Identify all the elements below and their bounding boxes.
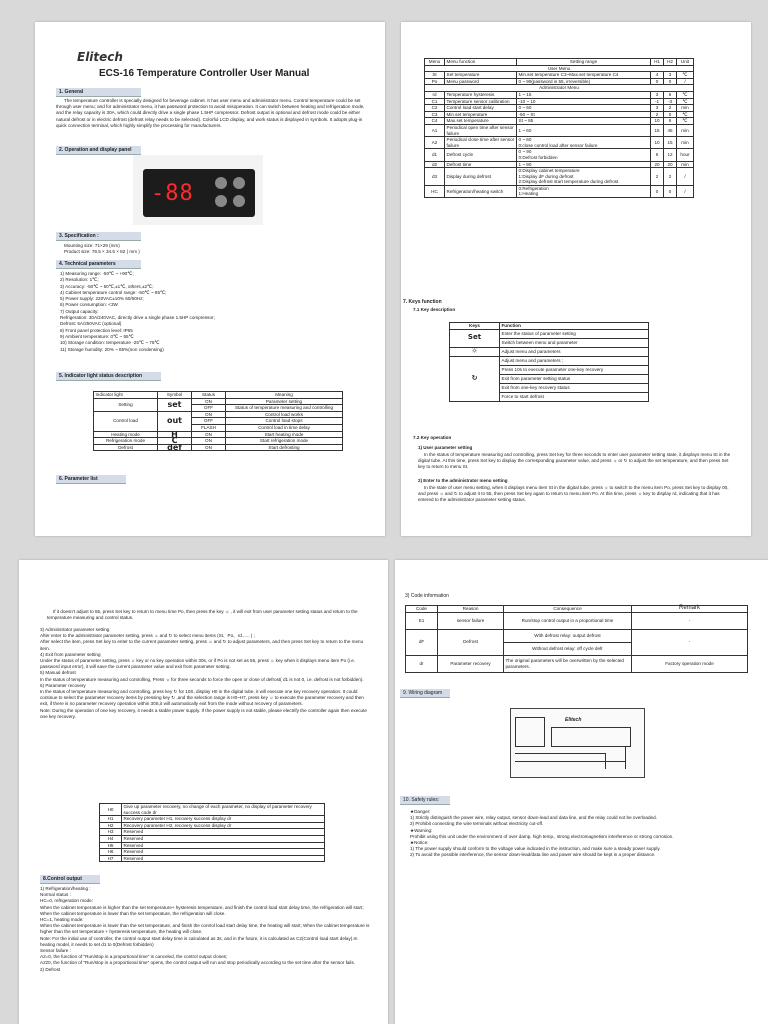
code-consequence: Without defrost relay: off cycle defr	[504, 642, 632, 655]
param-function: Set temperature	[445, 72, 517, 79]
param-range: 0 ~ 60	[517, 105, 651, 112]
key-table	[449, 322, 649, 402]
recovery-code: H6	[100, 849, 122, 856]
control-output-heading: 8.Control output	[40, 875, 100, 884]
indicator-name: Setting	[94, 398, 158, 411]
recovery-description: Recovery parameter H2, recovery success display dr	[122, 822, 325, 829]
param-unit: ℃	[677, 72, 694, 79]
param-range: 0 ~ 90 0:Defrost forbidden	[517, 149, 651, 161]
indicator-symbol: H	[158, 431, 192, 438]
param-h1: 6	[651, 149, 664, 161]
controller-outline	[551, 727, 631, 747]
indicator-status: ON	[192, 398, 226, 405]
code-remark: -	[632, 612, 748, 629]
param-h2: 45	[664, 124, 677, 136]
indicator-name: Control load	[94, 411, 158, 431]
indicator-status: FLASH	[192, 424, 226, 431]
param-h1: 15	[651, 124, 664, 136]
param-h2: 0	[664, 111, 677, 118]
param-range: St ~ 85	[517, 118, 651, 125]
param-h1: 10	[651, 118, 664, 125]
param-range: -10 ~ 10	[517, 98, 651, 105]
up-key-icon	[233, 177, 245, 189]
param-code: C2	[425, 105, 445, 112]
code-remark: Factory operation mode	[632, 655, 748, 672]
key-function-text: Adjust menu and parameters	[500, 347, 649, 356]
section-tech-heading: 4. Technical parameters	[56, 260, 141, 269]
param-code: A2	[425, 137, 445, 149]
param-unit: min	[677, 105, 694, 112]
user-setting-heading: 1) User parameter setting	[418, 445, 473, 450]
col-keys: Keys	[450, 323, 500, 330]
key-operation-text: 3) Administrator parameter setting After enter to the administrator parameter setting, press ☼ and ↻ to select menu items (St、Po、rd...... ) ; After select the item, press Set key to enter to the current parameter setting, press ☼ and ↻ to adjust parameters, and then press Set key to return to the menu item. 4) Exit from parameter setting Under the status of parameter setting, press ☼ key or no key operation within 30s, or if Po is not set as 55, press ☼ key when it displays menu item Po (i.e. password input error), it will save the current parameter value and exit from parameter setting. 5) Manual defrost In the status of temperature measuring and controlling, Press ☼ for three seconds to force the open or close of defrost( d1 is not 0, i.e. defrost is not forbidden). 6) Parameter recovery In the status of temperature measuring and controlling, press key ↻ for 10S, display H0 in the digital tube, it will execute one key recovery operation. It could continue to select the parameter recovery items by pressing key ↻ ,and the selection range is H0~H7, press key ☼ to execute the parameter recovery and then exit, if there is no parameter recovery operation within 30S,it will automatically exit from the mode without recovery of parameters. Note: During the operation of one key recovery, it needs a stable power supply. If the power supply is not stable, please electrify the controller again then execute one key recovery.	[40, 627, 367, 719]
param-unit: min	[677, 137, 694, 149]
param-code: HC	[425, 185, 445, 197]
indicator-status: ON	[192, 431, 226, 438]
param-function: Control load start delay	[445, 105, 517, 112]
indicator-meaning: Start heating mode	[226, 431, 343, 438]
parameter-row	[425, 161, 694, 168]
param-unit: hour	[677, 149, 694, 161]
user-menu-rows	[425, 72, 694, 85]
key-function-text: Exit from parameter setting status	[500, 374, 649, 383]
key-function-text: Adjust menu and parameters ;	[500, 356, 649, 365]
controller-front	[143, 169, 255, 217]
set-key-icon	[215, 177, 227, 189]
down-key-icon: ↻	[450, 356, 500, 401]
recovery-row	[100, 822, 325, 829]
parameter-row	[425, 149, 694, 161]
param-h2: 3	[664, 72, 677, 79]
indicator-meaning: Start refrigeration mode	[226, 438, 343, 445]
code-value: dr	[406, 655, 438, 672]
code-consequence: Run/stop control output in a proportional time	[504, 612, 632, 629]
page-title: ECS-16 Temperature Controller User Manual	[99, 68, 310, 79]
param-function: Periodical close time after sensor failure	[445, 137, 517, 149]
col-status: Status	[192, 392, 226, 399]
recovery-description: Recovery parameter H1, recovery success display dr	[122, 816, 325, 823]
parameter-row	[425, 105, 694, 112]
param-h1: 2	[651, 111, 664, 118]
indicator-meaning: Status of temperature measuring and controlling	[226, 405, 343, 412]
param-h1: 2	[651, 168, 664, 186]
col-h2: H2	[664, 59, 677, 66]
parameter-row	[425, 91, 694, 98]
tech-parameters-list: 1) Measuring range: -50℃ ~ +90℃; 2) Resolution: 1℃; 3) Accuracy: -50℃ ~ 50℃,±1℃, others,±2℃; 4) Cabinet temperature control range: -50℃ ~ 85℃; 5) Power supply: 220VAC±10% 50/60Hz; 6) Power consumption: <3W 7) Output capacity: Refrigeration: 30A/240VAC, directly drive a single phase 1.5HP compressor; Defrost: 5A/250VAC (optional) 8) Front panel protection level: IP65 9) Ambient temperature: 0℃ ~ 55℃ 10) Storage condition: temperature -25℃ ~ 75℃ 11) Storage humidity: 20% ~ 85%(non condensing)	[60, 271, 215, 352]
col-function: Menu function	[445, 59, 517, 66]
param-h1: 3	[651, 105, 664, 112]
manual-page-2	[401, 22, 751, 536]
recovery-code: H1	[100, 816, 122, 823]
user-menu-divider: User Menu	[425, 65, 694, 72]
section-general-heading: 1. General	[56, 88, 141, 97]
control-output-text: 1) Refrigeration/heating : Normal status : HC=0, refrigeration mode: When the cabinet temperature is higher than the set temperature+ hysteresis temperature, and finish the control load start delay time, the refrigeration will start; When the cabinet temperature is lower than the set temperature, the refrigeration will close. HC=1, heating mode: When the cabinet temperature is lower than the set temperature, and finish the control load start delay time, the heating will start; When the cabinet temperature is higher than the set temperature + hysteresis temperature, the heating will close. Note: For the initial use of controller, the control output start delay time is calculated as 3s, and in the future, it is calculated as C2(Control load start delay).In heating model, it needs to set d1 to 0(Defrost forbidden) Sensor failure : A2=0, the function of "Run/stop in a proportional time" is canceled, the control output closes; A2≠0, the function of "Run/stop in a proportional time" opens, the control output will run and stop periodically according to the set time after the sensor fails. 2) Defrost	[40, 886, 370, 972]
recovery-code: H5	[100, 842, 122, 849]
param-function: Refrigeration/heating switch	[445, 185, 517, 197]
col-key-function: Function	[500, 323, 649, 330]
recovery-code: H3	[100, 829, 122, 836]
col-meaning: Meaning	[226, 392, 343, 399]
defrost-key-icon	[233, 195, 245, 207]
code-value: E1	[406, 612, 438, 629]
recovery-row	[100, 849, 325, 856]
parameter-table	[424, 58, 694, 198]
param-unit: /	[677, 168, 694, 186]
admin-menu-divider: Administrator Menu	[425, 85, 694, 92]
indicator-meaning: Control load works	[226, 411, 343, 418]
code-consequence: With defrost relay: output defrost	[504, 629, 632, 642]
recovery-row	[100, 804, 325, 816]
col-menu: Menu	[425, 59, 445, 66]
recovery-row	[100, 816, 325, 823]
param-h1: -1	[651, 98, 664, 105]
indicator-meaning: Start defrosting	[226, 444, 343, 451]
param-h2: 2	[664, 168, 677, 186]
recovery-description: Reserved	[122, 849, 325, 856]
wiring-logo: Elitech	[565, 717, 582, 723]
parameter-row	[425, 137, 694, 149]
indicator-status: OFF	[192, 418, 226, 425]
code-remark: -	[632, 629, 748, 655]
wire-line	[515, 761, 625, 762]
terminal-block	[515, 717, 545, 747]
set-key: Set	[450, 329, 500, 347]
code-reason: Defrost	[438, 629, 504, 655]
indicator-name: Heating mode	[94, 431, 158, 438]
param-function: Periodical open time after sensor failure	[445, 124, 517, 136]
param-range: 1 ~ 90	[517, 161, 651, 168]
param-h1: 10	[651, 137, 664, 149]
section-spec-heading: 3. Specification :	[56, 232, 141, 241]
param-h2: 0	[664, 78, 677, 85]
parameter-row	[425, 185, 694, 197]
param-h2: 2	[664, 105, 677, 112]
param-function: Min.set temperature	[445, 111, 517, 118]
param-function: Temperature sensor calibration	[445, 98, 517, 105]
param-h2: 0	[664, 185, 677, 197]
indicator-meaning: Control load stops	[226, 418, 343, 425]
intro-text: If it doesn't adjust to 55, press Set key to return to menu time Po, then press the key ☼ , it will exit from user parameter setting status and return to the temperature measuring and control status.	[47, 609, 358, 621]
key-operation-heading: 7.2 Key operation	[413, 435, 452, 440]
wiring-diagram-figure	[510, 708, 645, 778]
param-code: C4	[425, 118, 445, 125]
manual-page-3	[19, 560, 388, 1024]
indicator-symbol: def	[158, 444, 192, 451]
param-h1: 20	[651, 161, 664, 168]
recovery-row	[100, 835, 325, 842]
col-consequence: Consequence	[504, 606, 632, 613]
recovery-code: H7	[100, 855, 122, 862]
safety-rules-text: ★Danger: 1) Strictly distinguish the power wire, relay output, sensor down-lead and data line, and the relay could not be overloaded. 2) Prohibit connecting the wire terminals without electricity cut-off. ★Warning: Prohibit using this unit under the environment of over damp, high temp., strong electromagnetism interference or strong corrosion. ★Notice: 1) The power supply should conform to the voltage value indicated in the instruction, and make sure a steady power supply. 2) To avoid the possible interference, the sensor down-lead/data line and power wire should be kept in a proper distance.	[410, 809, 674, 858]
recovery-table	[99, 803, 325, 862]
col-reason: Reason	[438, 606, 504, 613]
param-unit: ℃	[677, 111, 694, 118]
spec-text: Mounting size: 71×29 (mm) Product size: 78.5 × 34.5 × 82 ( mm )	[64, 243, 140, 255]
led-display: -88	[151, 181, 194, 206]
col-unit: Unit	[677, 59, 694, 66]
param-h2: 20	[664, 161, 677, 168]
param-range: Min.set temperature C3~Max.set temperature C4	[517, 72, 651, 79]
key-row	[450, 356, 649, 365]
param-range: 0:Display cabinet temperature 1:Display dF during defrost 2:Display defrost start temperature during defrost	[517, 168, 651, 186]
param-h2: 12	[664, 149, 677, 161]
indicator-meaning: Control load in time delay	[226, 424, 343, 431]
recovery-code: H0	[100, 804, 122, 816]
col-symbol: Symbol	[158, 392, 192, 399]
recovery-description: Reserved	[122, 842, 325, 849]
indicator-status: ON	[192, 444, 226, 451]
parameter-row	[425, 72, 694, 79]
admin-menu-rows	[425, 91, 694, 197]
key-rows	[450, 329, 649, 401]
param-h1: 0	[651, 78, 664, 85]
param-code: C1	[425, 98, 445, 105]
recovery-description: Reserved	[122, 855, 325, 862]
param-h2: 15	[664, 137, 677, 149]
recovery-code: H2	[100, 822, 122, 829]
indicator-name: Refrigeration mode	[94, 438, 158, 445]
display-panel-figure	[133, 155, 263, 225]
param-code: Po	[425, 78, 445, 85]
param-function: Temperature hysteresis	[445, 91, 517, 98]
section-indicator-heading: 5. Indicator light status description	[56, 372, 161, 381]
param-unit: min	[677, 161, 694, 168]
key-function-text: Force to start defrost	[500, 392, 649, 401]
indicator-status: ON	[192, 411, 226, 418]
section-panel-heading: 2. Operation and display panel	[56, 146, 141, 155]
param-range: 0 ~ 60 0:close control load after sensor failure	[517, 137, 651, 149]
indicator-symbol: C	[158, 438, 192, 445]
param-range: 0:Refrigeration 1:Heating	[517, 185, 651, 197]
key-function-text: Press 10s to execute parameter one-key recovery	[500, 365, 649, 374]
manual-page-4	[395, 560, 768, 1024]
parameter-row	[425, 168, 694, 186]
param-h1: 0	[651, 185, 664, 197]
recovery-code: H4	[100, 835, 122, 842]
admin-entry-text: In the state of user menu setting, when it displays menu item St in the digital tube, press ☼ to switch to the menu item Po, press Set key to display 00, and press ☼ and ↻ to adjust it to 55, then press Set key again to return to menu item Po. At this time, press ☼ key to display rd, indicating that it has entered to the administrator parameter setting status.	[418, 485, 729, 503]
recovery-description: Reserved	[122, 829, 325, 836]
recovery-description: Give up parameter recovery, no change of each parameter, no display of parameter recovery success code dr	[122, 804, 325, 816]
param-h2: 6	[664, 118, 677, 125]
down-key-icon	[215, 195, 227, 207]
param-range: 1 ~ 15	[517, 91, 651, 98]
param-range: 1 ~ 60	[517, 124, 651, 136]
param-function: Defrost time	[445, 161, 517, 168]
wire-line	[515, 753, 605, 754]
recovery-row	[100, 855, 325, 862]
param-h1: 4	[651, 72, 664, 79]
param-code: rd	[425, 91, 445, 98]
param-unit: ℃	[677, 98, 694, 105]
code-table	[405, 605, 748, 673]
param-h2: 6	[664, 91, 677, 98]
param-function: Menu password	[445, 78, 517, 85]
param-function: Display during defrost	[445, 168, 517, 186]
param-range: -50 ~ St	[517, 111, 651, 118]
recovery-row	[100, 842, 325, 849]
code-reason: sensor failure	[438, 612, 504, 629]
param-function: Max.set temperature	[445, 118, 517, 125]
col-indicator: Indicator light	[94, 392, 158, 399]
elitech-logo: Elitech	[77, 50, 123, 64]
key-function-text: Switch between menu and parameter	[500, 338, 649, 347]
parameter-row	[425, 118, 694, 125]
param-unit: ℃	[677, 118, 694, 125]
indicator-status: ON	[192, 438, 226, 445]
admin-entry-heading: 2) Enter to the administrator menu setting	[418, 478, 508, 483]
up-key-icon: ☼	[450, 347, 500, 356]
indicator-symbol: out	[158, 411, 192, 431]
indicator-meaning: Parameter setting	[226, 398, 343, 405]
wire-line	[625, 747, 626, 769]
param-unit: /	[677, 78, 694, 85]
manual-page-1	[35, 22, 385, 536]
key-row	[450, 329, 649, 338]
key-description-heading: 7.1 Key description	[413, 307, 456, 312]
indicator-status: OFF	[192, 405, 226, 412]
code-reason: Parameter recovery	[438, 655, 504, 672]
user-setting-text: In the status of temperature measuring and controlling, press Set key for three seconds to enter user parameter setting state, it displays menu St in the digital tube. At this time, press Set key to display the corresponding parameter value, and press ☼ or ↻ to adjust the set temperature, and then press Set key to return to menu St.	[418, 452, 731, 470]
safety-rules-heading: 10. Safety rules:	[400, 796, 450, 805]
recovery-rows	[100, 804, 325, 862]
col-code: Code	[406, 606, 438, 613]
col-h1: H1	[651, 59, 664, 66]
param-code: St	[425, 72, 445, 79]
general-paragraph: The temperature controller is specially designed for beverage cabinet. It has user menu and administrator menu. Control temperature could be set through user menu; and for administrator menu, it has password protection to avoid misoperation. It can switch between heating and refrigeration mode, and the relay capacity is 30A, which could directly drive a single phase 1.5HP compressor. Defrost output is optional and defrost mode could be either natural defrost or in electric defrost (defrost relay needs to be selected). Colorful LCD display, and work status is displayed in symbols. It adopts plug-in quick connection terminal, which highly simplify the processing for manufacturers.	[56, 98, 365, 128]
key-function-text: Enter the status of parameter setting	[500, 329, 649, 338]
param-code: d3	[425, 168, 445, 186]
code-consequence: The original parameters will be overwritten by the selected parameters.	[504, 655, 632, 672]
parameter-row	[425, 78, 694, 85]
param-unit: /	[677, 185, 694, 197]
param-unit: ℃	[677, 91, 694, 98]
keys-function-heading: 7. Keys function	[403, 299, 442, 305]
code-info-heading: 3) Code information	[405, 593, 449, 599]
parameter-row	[425, 124, 694, 136]
indicator-name: Defrost	[94, 444, 158, 451]
parameter-row	[425, 98, 694, 105]
param-code: d1	[425, 149, 445, 161]
recovery-row	[100, 829, 325, 836]
key-row	[450, 347, 649, 356]
param-code: A1	[425, 124, 445, 136]
col-remark: Remark	[632, 606, 748, 613]
param-range: 0 ~ 99(password is 55, irreversible)	[517, 78, 651, 85]
param-code: d2	[425, 161, 445, 168]
indicator-table	[93, 391, 343, 451]
indicator-symbol: set	[158, 398, 192, 411]
key-function-text: Exit from one-key recovery status	[500, 383, 649, 392]
code-value: dF	[406, 629, 438, 655]
wiring-diagram-heading: 9. Wiring diagram	[400, 689, 450, 698]
wire-line	[605, 753, 606, 769]
param-unit: min	[677, 124, 694, 136]
param-h2: -3	[664, 98, 677, 105]
param-h1: 3	[651, 91, 664, 98]
parameter-row	[425, 111, 694, 118]
recovery-description: Reserved	[122, 835, 325, 842]
section-parameter-list-heading: 6. Parameter list	[56, 475, 126, 484]
col-range: Setting range	[517, 59, 651, 66]
param-code: C3	[425, 111, 445, 118]
param-function: Defrost cycle	[445, 149, 517, 161]
